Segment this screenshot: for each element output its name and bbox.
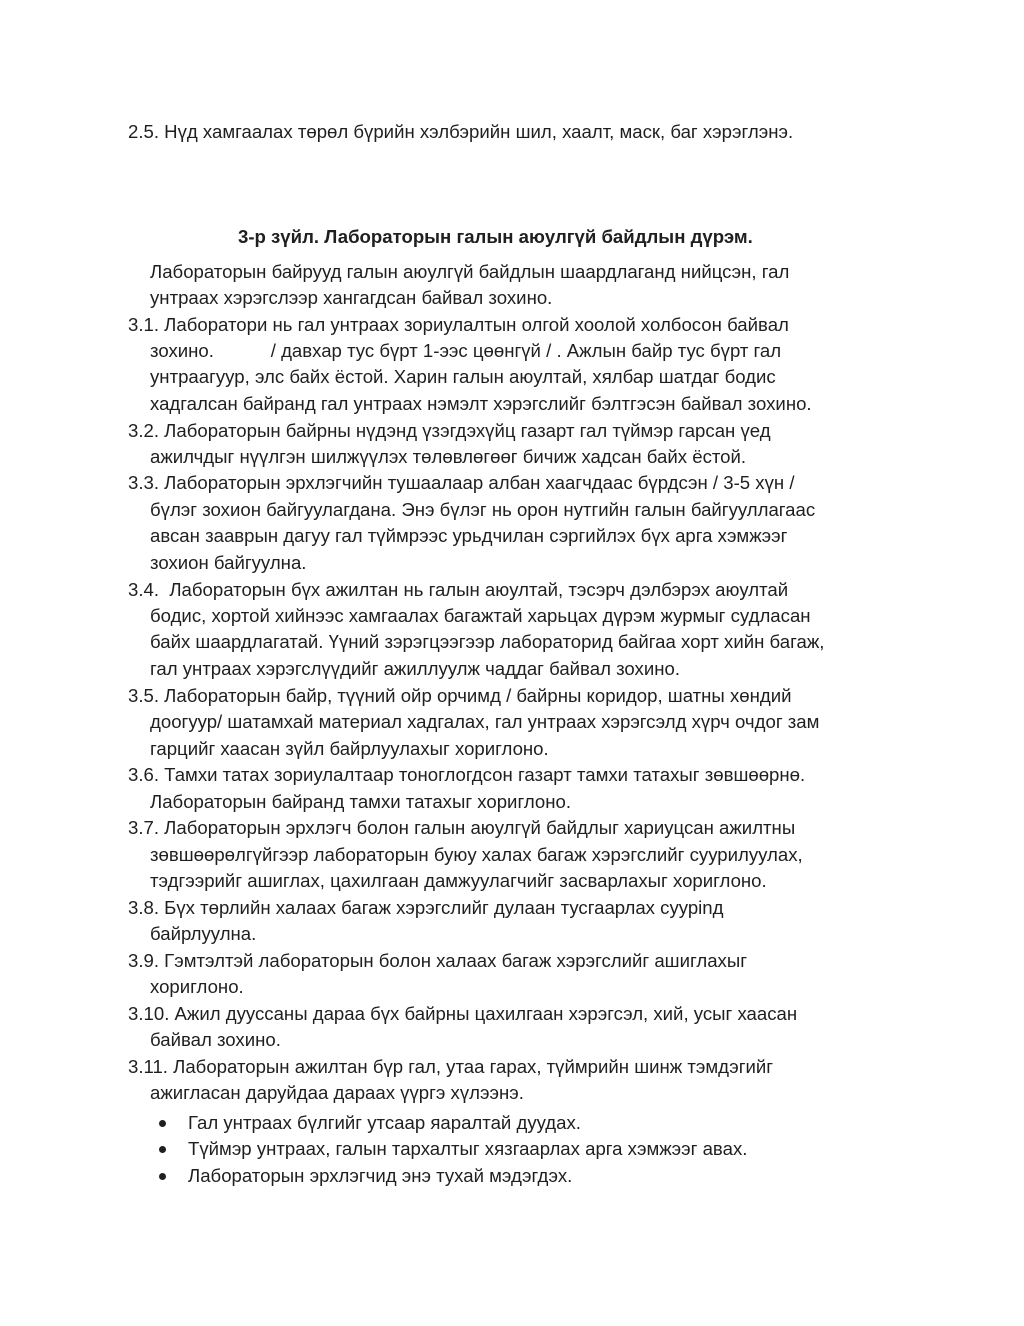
bullet-icon bbox=[159, 1146, 166, 1153]
item-3-9-line: 3.9. Гэмтэлтэй лабораторын болон халаах багаж хэрэгслийг ашиглахыг bbox=[128, 950, 747, 971]
item-3-5-line: гарцийг хаасан зүйл байрлуулахыг хориглоно. bbox=[150, 738, 549, 759]
item-3-6-line: Лабораторын байранд тамхи татахыг хориглоно. bbox=[150, 791, 571, 812]
item-3-1-line: 3.1. Лаборатори нь гал унтраах зориулалтын олгой хоолой холбосон байвал bbox=[128, 314, 789, 335]
item-3-3-line: бүлэг зохион байгуулагдана. Энэ бүлэг нь орон нутгийн галын байгууллагаас bbox=[150, 499, 816, 520]
item-2-5: 2.5. Нүд хамгаалах төрөл бүрийн хэлбэрийн шил, хаалт, маск, баг хэрэглэнэ. bbox=[128, 121, 794, 142]
item-3-11-line: ажигласан даруйдаа дараах үүргэ хүлээнэ. bbox=[150, 1082, 524, 1103]
item-3-8-line: 3.8. Бүх төрлийн халаах багаж хэрэгслийг дулаан тусгаарлах суурinд bbox=[128, 897, 724, 918]
bullet-item: Лабораторын эрхлэгчид энэ тухай мэдэгдэх. bbox=[188, 1165, 573, 1186]
item-3-4-line: бодис, хортой хийнээс хамгаалах багажтай харьцах дүрэм журмыг судласан bbox=[150, 605, 811, 626]
item-3-10-line: 3.10. Ажил дууссаны дараа бүх байрны цахилгаан хэрэгсэл, хий, усыг хаасан bbox=[128, 1003, 798, 1024]
item-3-3-line: зохион байгуулна. bbox=[150, 552, 307, 573]
section-heading: 3-р зүйл. Лабораторын галын аюулгүй байдлын дүрэм. bbox=[238, 226, 753, 247]
item-3-5-line: доогуур/ шатамхай материал хадгалах, гал унтраах хэрэгсэлд хүрч очдог зам bbox=[150, 711, 820, 732]
intro-paragraph-line: унтраах хэрэгслээр хангагдсан байвал зохино. bbox=[150, 287, 553, 308]
item-3-10-line: байвал зохино. bbox=[150, 1029, 281, 1050]
item-3-9-line: хориглоно. bbox=[150, 976, 244, 997]
item-3-7-line: зөвшөөрөлгүйгээр лабораторын буюу халах багаж хэрэгслийг суурилуулах, bbox=[150, 844, 803, 865]
item-3-1-line: зохино. / давхар тус бүрт 1-ээс цөөнгүй / . Ажлын байр тус бүрт гал bbox=[150, 340, 782, 361]
item-3-6-line: 3.6. Тамхи татах зориулалтаар тоноглогдсон газарт тамхи татахыг зөвшөөрнө. bbox=[128, 764, 806, 785]
item-3-1-line: хадгалсан байранд гал унтраах нэмэлт хэрэгслийг бэлтгэсэн байвал зохино. bbox=[150, 393, 812, 414]
item-3-11-line: 3.11. Лабораторын ажилтан бүр гал, утаа гарах, түймрийн шинж тэмдэгийг bbox=[128, 1056, 774, 1077]
bullet-item: Гал унтраах бүлгийг утсаар яаралтай дуудах. bbox=[188, 1112, 581, 1133]
intro-paragraph-line: Лабораторын байрууд галын аюулгүй байдлын шаардлаганд нийцсэн, гал bbox=[150, 261, 790, 282]
item-3-3-line: авсан зааврын дагуу гал түймрээс урьдчилан сэргийлэх бүх арга хэмжээг bbox=[150, 525, 788, 546]
item-3-7-line: тэдгээрийг ашиглах, цахилгаан дамжуулагчийг засварлахыг хориглоно. bbox=[150, 870, 767, 891]
item-3-7-line: 3.7. Лабораторын эрхлэгч болон галын аюулгүй байдлыг хариуцсан ажилтны bbox=[128, 817, 796, 838]
bullet-icon bbox=[159, 1173, 166, 1180]
item-3-4-line: гал унтраах хэрэгслүүдийг ажиллуулж чаддаг байвал зохино. bbox=[150, 658, 680, 679]
item-3-8-line: байрлуулна. bbox=[150, 923, 257, 944]
bullet-item: Түймэр унтраах, галын тархалтыг хязгаарлах арга хэмжээг авах. bbox=[188, 1138, 748, 1159]
item-3-4-line: 3.4. Лабораторын бүх ажилтан нь галын аюултай, тэсэрч дэлбэрэх аюултай bbox=[128, 579, 789, 600]
item-3-5-line: 3.5. Лабораторын байр, түүний ойр орчимд / байрны коридор, шатны хөндий bbox=[128, 685, 792, 706]
item-3-4-line: байх шаардлагатай. Үүний зэрэгцээгээр лабораторид байгаа хорт хийн багаж, bbox=[150, 631, 825, 652]
bullet-icon bbox=[159, 1120, 166, 1127]
item-3-1-line: унтраагуур, элс байх ёстой. Харин галын аюултай, хялбар шатдаг бодис bbox=[150, 366, 776, 387]
item-3-2-line: ажилчдыг нүүлгэн шилжүүлэх төлөвлөгөөг бичиж хадсан байх ёстой. bbox=[150, 446, 747, 467]
item-3-3-line: 3.3. Лабораторын эрхлэгчийн тушаалаар албан хаагчдаас бүрдсэн / 3-5 хүн / bbox=[128, 472, 795, 493]
item-3-2-line: 3.2. Лабораторын байрны нүдэнд үзэгдэхүйц газарт гал түймэр гарсан үед bbox=[128, 420, 771, 441]
